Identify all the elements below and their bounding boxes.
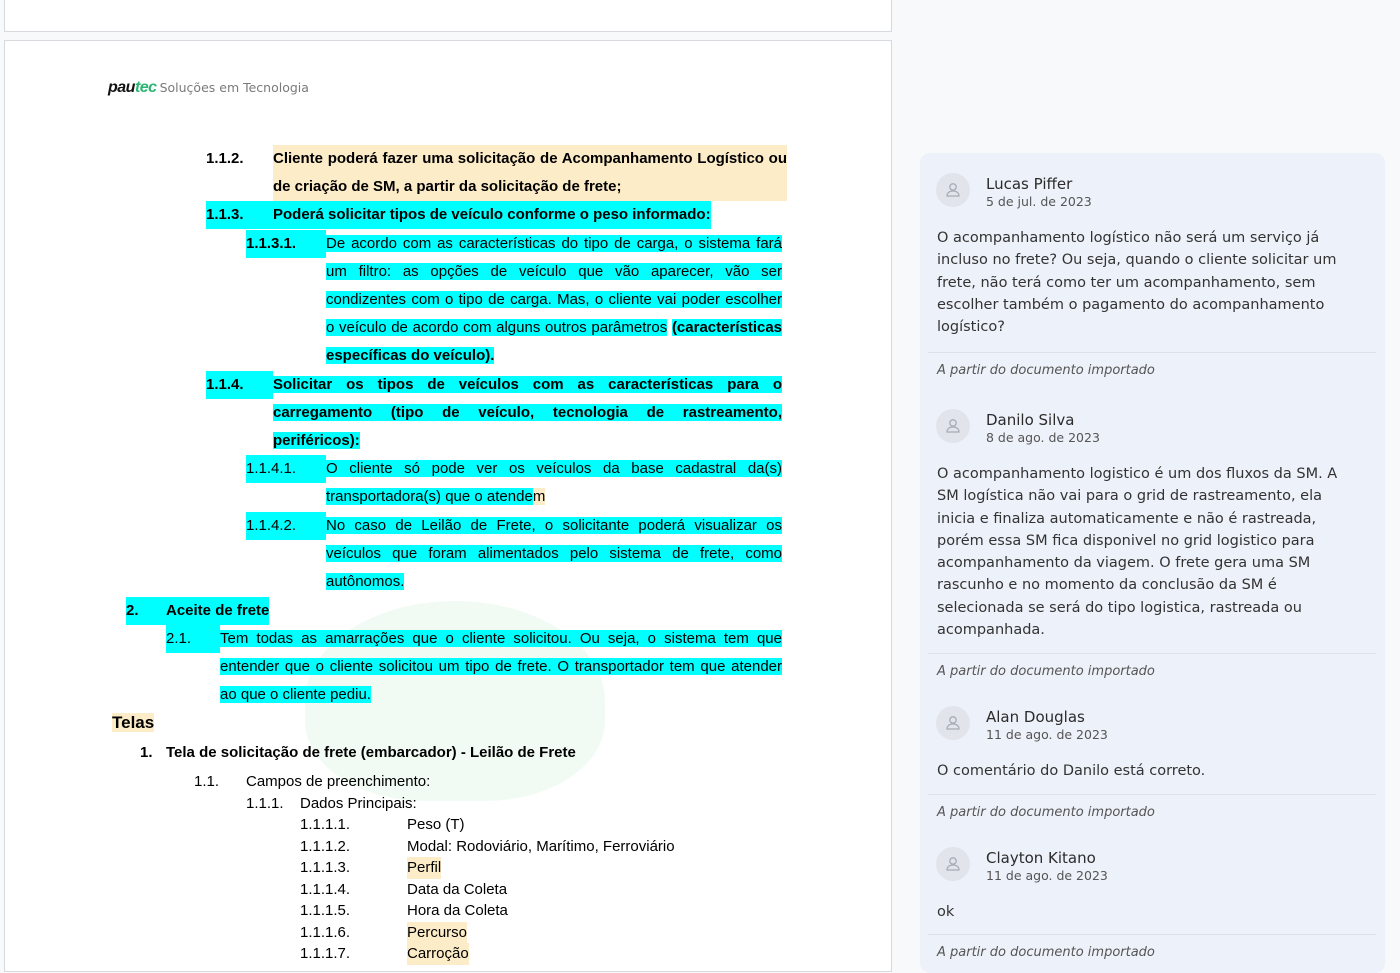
comment-author: Danilo Silva	[986, 411, 1075, 429]
comment-author: Clayton Kitano	[986, 849, 1096, 867]
comment-source: A partir do documento importado	[937, 945, 1155, 960]
user-icon	[944, 417, 962, 435]
logo-brand: pautec	[108, 79, 157, 96]
divider	[928, 352, 1376, 353]
comment-date: 11 de ago. de 2023	[986, 727, 1108, 742]
comment-body: O acompanhamento logístico não será um serviço já incluso no frete? Ou seja, quando o cliente solicitar um frete, não terá como ter um acompanhamento, sem escolher também o pagamento do acompanhamento logístico?	[937, 230, 1337, 336]
comment-source: A partir do documento importado	[937, 805, 1155, 820]
comment-source: A partir do documento importado	[937, 363, 1155, 378]
comment-body: O comentário do Danilo está correto.	[937, 763, 1206, 779]
document-page	[4, 40, 892, 972]
avatar	[936, 173, 970, 207]
comment-body: ok	[937, 904, 955, 920]
comment-card[interactable]	[936, 847, 1356, 927]
logo-tagline: Soluções em Tecnologia	[159, 80, 309, 95]
comment-card[interactable]	[936, 706, 1356, 786]
avatar	[936, 409, 970, 443]
comment-author: Lucas Piffer	[986, 175, 1073, 193]
comment-author: Alan Douglas	[986, 708, 1085, 726]
divider	[928, 934, 1376, 935]
comment-date: 11 de ago. de 2023	[986, 868, 1108, 883]
comment-date: 5 de jul. de 2023	[986, 194, 1092, 209]
user-icon	[944, 714, 962, 732]
divider	[928, 653, 1376, 654]
divider	[928, 794, 1376, 795]
avatar	[936, 706, 970, 740]
telas-heading: Telas	[112, 713, 155, 732]
document-body: 1.1.2. Cliente poderá fazer uma solicitação de Acompanhamento Logístico ou de criação de SM, a partir da solicitação de frete; 1.1.3. Poderá solicitar tipos de veículo conforme o peso informado: 1.1.3.1. De acordo com as características do tipo de carga, o sistema fará um filtro: as opções de veículo que vão aparecer, vão ser condizentes com o tipo de carga. Mas, o cliente vai poder escolher o veículo de acordo com alguns outros parâmetros (características específicas do veículo). 1.1.4. Solicitar os tipos de veículos com as características para o carregamento (tipo de veículo, tecnologia de rastreamento, periféricos): 1.1.4.1. O cliente só pode ver os veículos da base cadastral da(s) transportadora(s) que o atendem 1.1.4.2. No caso de Leilão de Frete, o solicitante poderá visualizar os veículos que foram alimentados pelo sistema de frete, como autônomos. 2. Aceite de frete 2.1. Tem todas as amarrações que o cliente solicitou. Ou seja, o sistema tem que entender que o cliente solicitou um tipo de frete. O transportador tem que atender ao que o cliente pediu. Telas 1. Tela de solicitação de frete (embarcador) - Leilão de Frete 1.1. Campos de preenchimento: 1.1.1. Dados Principais: 1.1.1.1. Peso (T) 1.1.1.2. Modal: Rodoviário, Marítimo, Ferroviário 1.1.1.3. Perfil 1.1.1.4. Data da Coleta 1.1.1.5. Hora da Coleta 1.1.1.6. Percurso 1.1.1.7. Carroção	[5, 41, 891, 971]
comment-date: 8 de ago. de 2023	[986, 430, 1100, 445]
comments-panel	[920, 153, 1385, 973]
avatar	[936, 847, 970, 881]
comment-card[interactable]	[936, 173, 1356, 343]
previous-page	[4, 0, 892, 32]
comment-card[interactable]	[936, 409, 1356, 639]
user-icon	[944, 855, 962, 873]
user-icon	[944, 181, 962, 199]
comment-body: O acompanhamento logistico é um dos fluxos da SM. A SM logística não vai para o grid de rastreamento, ela inicia e finaliza automaticamente e não é rastreada, porém essa SM fica disponivel no grid logistico para acompanhamento da viagem. O frete gera uma SM rascunho e no momento da conclusão da SM é selecionada se será do tipo logistica, rastreada ou acompanhada.	[937, 466, 1338, 639]
comment-source: A partir do documento importado	[937, 664, 1155, 679]
